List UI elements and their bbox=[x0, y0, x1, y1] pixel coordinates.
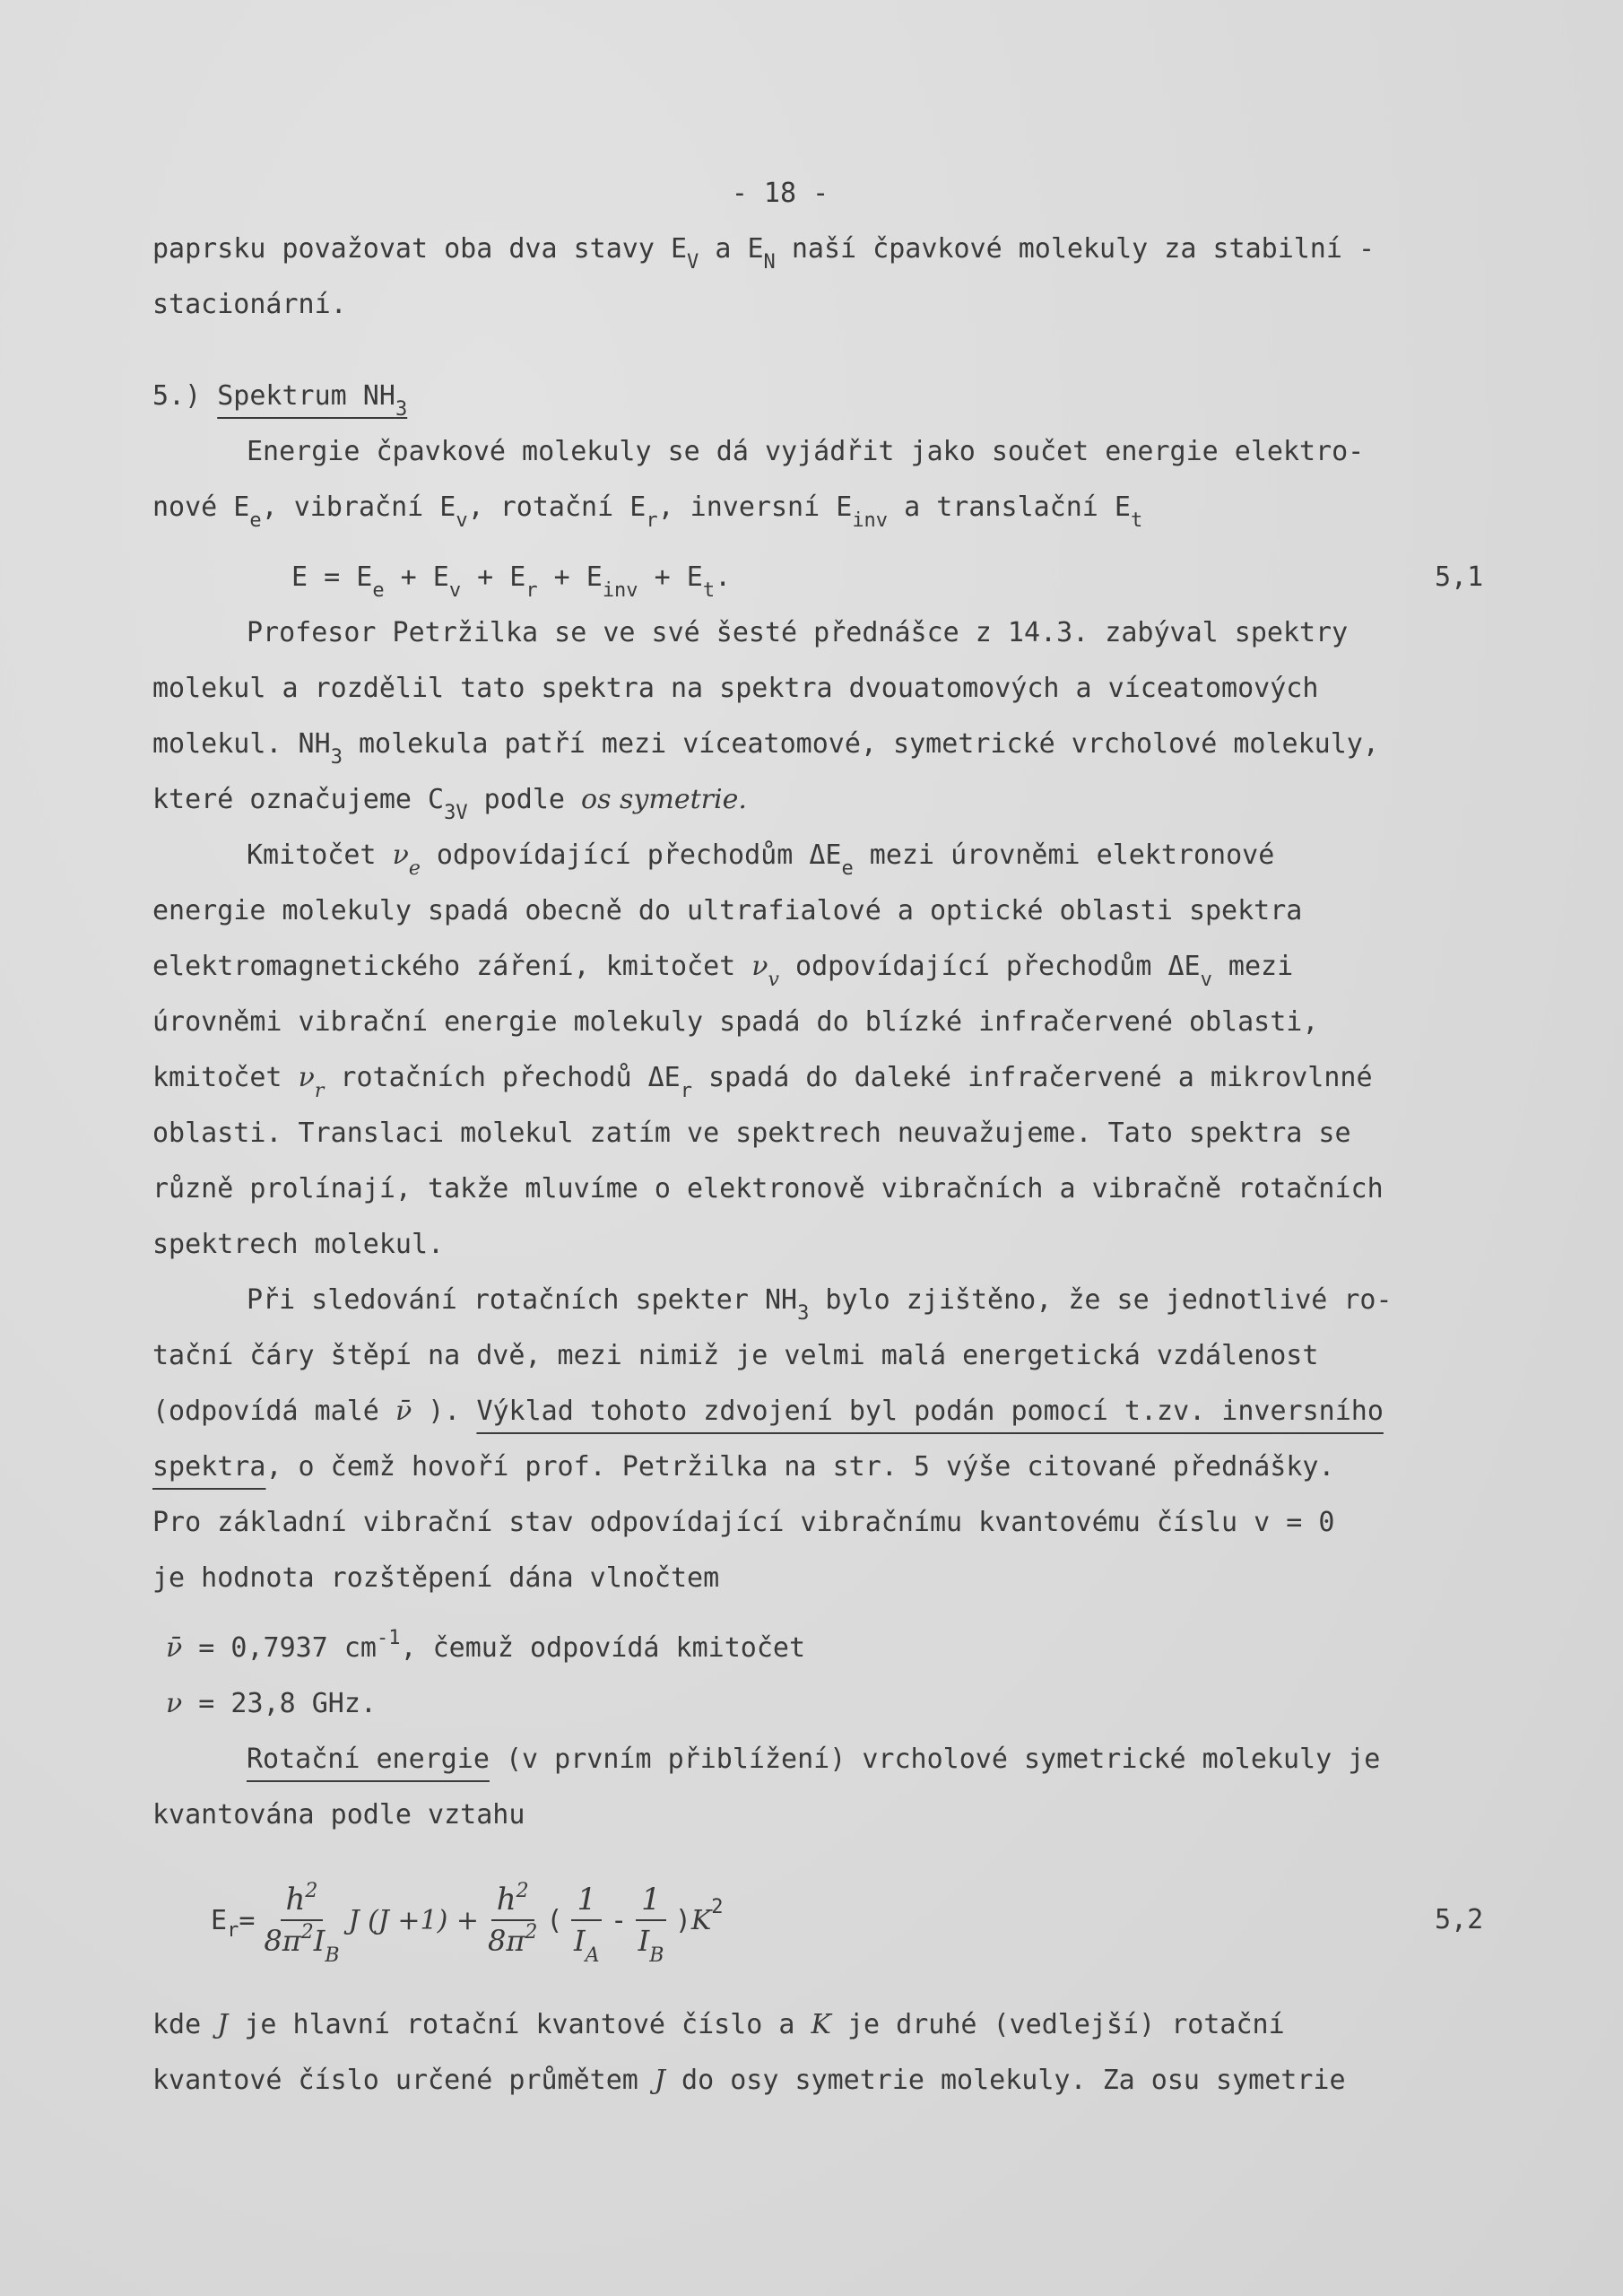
equation-5-2: E r = $\frac{h^2}{8\pi^2I_B}$ J (J +1) + $\frac{h^2}{8\pi^2}$ ( $\frac{1}{I_A}$ - $\frac{1}{I_B}$ ) K 2 5,2 bbox=[211, 1880, 1484, 1967]
text-line: (odpovídá malé ν̄ ). Výklad tohoto zdvojení byl podán pomocí t.zv. inversního bbox=[152, 1396, 1384, 1427]
text-line: ν = 23,8 GHz. bbox=[166, 1688, 377, 1719]
text-line: elektromagnetického záření, kmitočet $\nu_v$ odpovídající přechodům $\Delta E_v$ mezi bbox=[152, 951, 1294, 991]
page-number: - 18 - bbox=[731, 178, 829, 209]
document-body bbox=[152, 176, 1569, 2118]
text-line: Rotační energie (v prvním přiblížení) vrcholové symetrické molekuly je bbox=[247, 1744, 1381, 1775]
text-line: různě prolínají, takže mluvíme o elektronově vibračních a vibračně rotačních bbox=[152, 1173, 1384, 1205]
text-line: tační čáry štěpí na dvě, mezi nimiž je velmi malá energetická vzdálenost bbox=[152, 1340, 1319, 1371]
text-line: energie molekuly spadá obecně do ultrafialové a optické oblasti spektra bbox=[152, 895, 1303, 926]
text-line: Pro základní vibrační stav odpovídající vibračnímu kvantovému číslu v = 0 bbox=[152, 1507, 1335, 1538]
fraction: $\frac{h^2}{8\pi^2I_B}$ bbox=[264, 1880, 340, 1967]
text-line: spektrech molekul. bbox=[152, 1229, 445, 1260]
text-line: molekul. $NH_3$ molekula patří mezi víceatomové, symetrické vrcholové molekuly, bbox=[152, 728, 1379, 769]
equation-5-1: $E = E_e + E_v + E_r + E_{inv} + E_t$. 5,1 bbox=[291, 561, 1484, 602]
text-line: Při sledování rotačních spekter $NH_3$ bylo zjištěno, že se jednotlivé ro- bbox=[247, 1284, 1393, 1325]
underlined-text: Rotační energie bbox=[247, 1744, 490, 1775]
fraction: $\frac{h^2}{8\pi^2}$ bbox=[488, 1880, 538, 1958]
text-line: Profesor Petržilka se ve své šesté přednášce z 14.3. zabýval spektry bbox=[247, 617, 1349, 648]
text-line: kvantové číslo určené průmětem J do osy symetrie molekuly. Za osu symetrie bbox=[152, 2065, 1346, 2096]
equation-number: 5,2 bbox=[1435, 1904, 1484, 1935]
text-line: spektra, o čemž hovoří prof. Petržilka na str. 5 výše citované přednášky. bbox=[152, 1451, 1335, 1483]
text-line: paprsku považovat oba dva stavy $E_V$ a $E_N$ naší čpavkové molekuly za stabilní - bbox=[152, 233, 1376, 274]
text-line: kmitočet $\nu_r$ rotačních přechodů $\Delta E_r$ spadá do daleké infračervené a mikrovlnné bbox=[152, 1062, 1373, 1102]
equation-number: 5,1 bbox=[1435, 561, 1484, 593]
text-line: které označujeme $C_{3V}$ podle os symetrie. bbox=[152, 784, 747, 824]
underlined-text: Výklad tohoto zdvojení byl podán pomocí t.zv. inversního bbox=[476, 1396, 1384, 1427]
text-line: Energie čpavkové molekuly se dá vyjádřit jako součet energie elektro- bbox=[247, 436, 1365, 467]
text-line: kvantována podle vztahu bbox=[152, 1799, 525, 1831]
fraction: $\frac{1}{I_B}$ bbox=[636, 1880, 666, 1961]
text-line: je hodnota rozštěpení dána vlnočtem bbox=[152, 1562, 720, 1594]
text-line: Kmitočet $\nu_e$ odpovídající přechodům $\Delta E_e$ mezi úrovněmi elektronové bbox=[247, 839, 1275, 880]
section-heading: 5.) Spektrum $NH_3$ bbox=[152, 380, 408, 421]
text-line: ν̄ = 0,7937 $cm^{-1}$, čemuž odpovídá kmitočet bbox=[166, 1627, 806, 1664]
text-line: nové $E_e$, vibrační $E_v$, rotační $E_r$, inversní $E_{inv}$ a translační $E_t$ bbox=[152, 491, 1143, 532]
handwritten-note: os symetrie. bbox=[581, 784, 747, 815]
text-line: stacionární. bbox=[152, 289, 347, 320]
text-line: oblasti. Translaci molekul zatím ve spektrech neuvažujeme. Tato spektra se bbox=[152, 1118, 1351, 1149]
underlined-text: spektra bbox=[152, 1451, 266, 1483]
text-line: kde J je hlavní rotační kvantové číslo a K je druhé (vedlejší) rotační bbox=[152, 2009, 1285, 2040]
text-line: úrovněmi vibrační energie molekuly spadá do blízké infračervené oblasti, bbox=[152, 1006, 1319, 1038]
fraction: $\frac{1}{I_A}$ bbox=[571, 1880, 602, 1961]
text-line: molekul a rozdělil tato spektra na spektra dvouatomových a víceatomových bbox=[152, 673, 1319, 704]
